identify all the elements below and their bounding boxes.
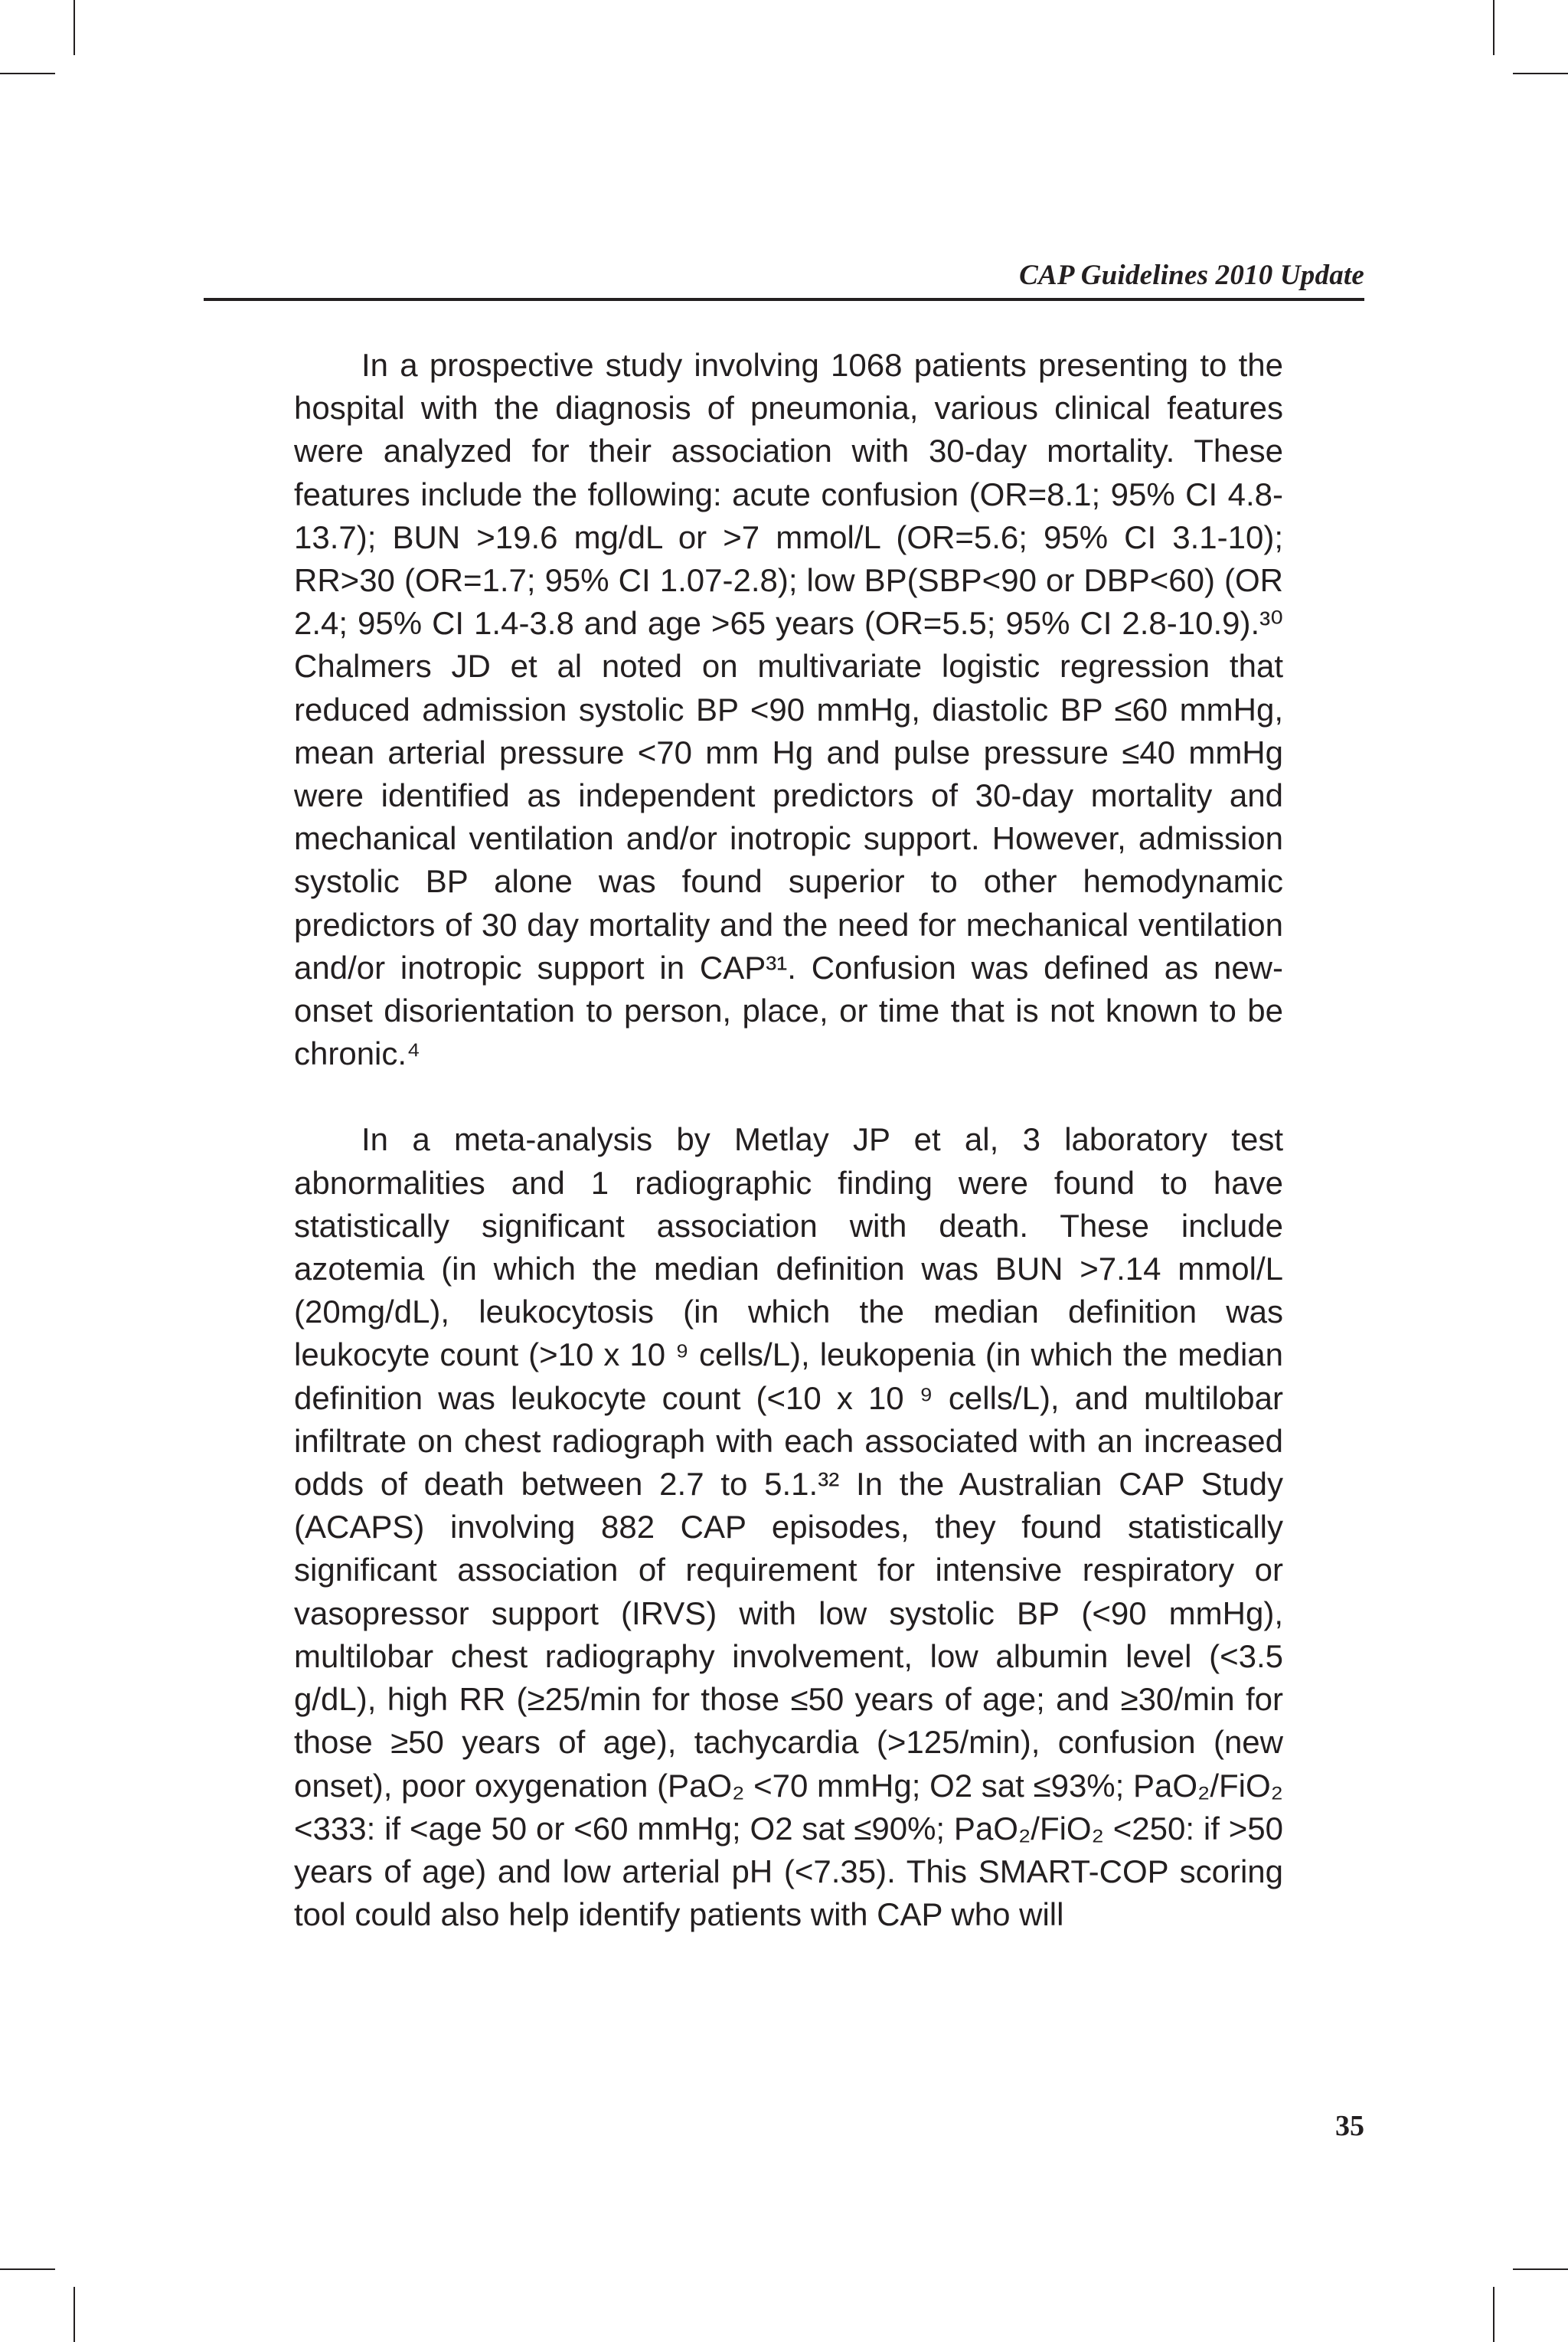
body-text	[294, 344, 1283, 1936]
crop-mark-top-right-horizontal	[1513, 73, 1568, 74]
crop-mark-top-left-vertical	[74, 0, 75, 55]
running-header-title: CAP Guidelines 2010 Update	[1019, 260, 1364, 291]
crop-mark-bottom-left-horizontal	[0, 2268, 55, 2270]
header-rule	[204, 298, 1364, 301]
paragraph-1: In a prospective study involving 1068 patients presenting to the hospital with the diagnosis of pneumonia, various clinical features were analyzed for their association with 30-day mortality. These features include the following: acute confusion (OR=8.1; 95% CI 4.8-13.7); BUN >19.6 mg/dL or >7 mmol/L (OR=5.6; 95% CI 3.1-10); RR>30 (OR=1.7; 95% CI 1.07-2.8); low BP(SBP<90 or DBP<60) (OR 2.4; 95% CI 1.4-3.8 and age >65 years (OR=5.5; 95% CI 2.8-10.9).³⁰ Chalmers JD et al noted on multivariate logistic regression that reduced admission systolic BP <90 mmHg, diastolic BP ≤60 mmHg, mean arterial pressure <70 mm Hg and pulse pressure ≤40 mmHg were identified as independent predictors of 30-day mortality and mechanical ventilation and/or inotropic support. However, admission systolic BP alone was found superior to other hemodynamic predictors of 30 day mortality and the need for mechanical ventilation and/or inotropic support in CAP³¹. Confusion was defined as new-onset disorientation to person, place, or time that is not known to be chronic.⁴	[294, 347, 1283, 1072]
crop-mark-bottom-left-vertical	[74, 2287, 75, 2342]
crop-mark-top-left-horizontal	[0, 73, 55, 74]
crop-mark-bottom-right-horizontal	[1513, 2268, 1568, 2270]
paragraph-2: In a meta-analysis by Metlay JP et al, 3 laboratory test abnormalities and 1 radiographic finding were found to have statistically significant association with death. These include azotemia (in which the median definition was BUN >7.14 mmol/L (20mg/dL), leukocytosis (in which the median definition was leukocyte count (>10 x 10 ⁹ cells/L), leukopenia (in which the median definition was leukocyte count (<10 x 10 ⁹ cells/L), and multilobar infiltrate on chest radiograph with each associated with an increased odds of death between 2.7 to 5.1.³² In the Australian CAP Study (ACAPS) involving 882 CAP episodes, they found statistically significant association of requirement for intensive respiratory or vasopressor support (IRVS) with low systolic BP (<90 mmHg), multilobar chest radiography involvement, low albumin level (<3.5 g/dL), high RR (≥25/min for those ≤50 years of age; and ≥30/min for those ≥50 years of age), tachycardia (>125/min), confusion (new onset), poor oxygenation (PaO₂ <70 mmHg; O2 sat ≤93%; PaO₂/FiO₂ <333: if <age 50 or <60 mmHg; O2 sat ≤90%; PaO₂/FiO₂ <250: if >50 years of age) and low arterial pH (<7.35). This SMART-COP scoring tool could also help identify patients with CAP who will	[294, 1121, 1283, 1933]
page-number: 35	[1335, 2110, 1364, 2142]
crop-mark-bottom-right-vertical	[1493, 2287, 1494, 2342]
crop-mark-top-right-vertical	[1493, 0, 1494, 55]
